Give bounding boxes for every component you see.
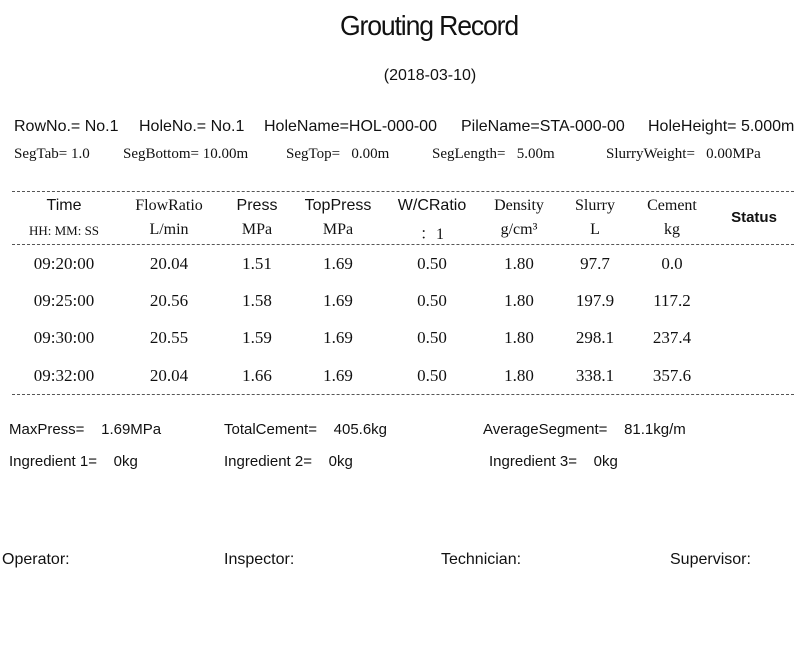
max-press: MaxPress= 1.69MPa [9,421,162,438]
average-segment: AverageSegment= 81.1kg/m [483,421,686,438]
inspector-signature-label: Inspector: [224,551,295,568]
cell-density: 1.80 [504,291,534,310]
cell-flow-ratio: 20.55 [149,328,189,347]
hole-height: HoleHeight= 5.000m [648,118,795,135]
cell-time: 09:30:00 [33,328,95,347]
cell-top-press: 1.69 [323,366,353,385]
cell-wc-ratio: 0.50 [417,328,447,347]
table-header-divider [12,244,794,245]
column-header-flow-ratio: FlowRatio [135,197,203,214]
cell-flow-ratio: 20.04 [149,254,189,273]
column-header-density: Density [494,197,544,214]
ingredient-3: Ingredient 3= 0kg [489,453,618,470]
cell-press: 1.66 [242,366,272,385]
column-unit-slurry: L [590,221,600,238]
cell-top-press: 1.69 [323,291,353,310]
cell-cement: 357.6 [652,366,692,385]
hole-number: HoleNo.= No.1 [139,118,245,135]
ingredient-2: Ingredient 2= 0kg [224,453,353,470]
column-unit-top-press: MPa [322,221,354,238]
cell-time: 09:20:00 [33,254,95,273]
column-header-press: Press [236,197,278,214]
column-unit-density: g/cm³ [500,221,538,238]
cell-density: 1.80 [504,328,534,347]
cell-wc-ratio: 0.50 [417,366,447,385]
column-unit-flow-ratio: L/min [149,221,189,238]
cell-density: 1.80 [504,254,534,273]
cell-slurry: 197.9 [575,291,615,310]
cell-press: 1.58 [242,291,272,310]
cell-cement: 237.4 [652,328,692,347]
seg-length: SegLength= 5.00m [432,146,555,162]
table-bottom-divider [12,394,794,395]
supervisor-signature-label: Supervisor: [670,551,751,568]
column-unit-press: MPa [241,221,273,238]
cell-cement: 117.2 [653,291,691,310]
seg-top: SegTop= 0.00m [286,146,390,162]
cell-time: 09:32:00 [33,366,95,385]
pile-name: PileName=STA-000-00 [461,118,625,135]
column-header-slurry: Slurry [575,197,615,214]
cell-press: 1.51 [242,254,272,273]
cell-slurry: 338.1 [575,366,615,385]
column-header-cement: Cement [647,197,697,214]
cell-cement: 0.0 [661,254,683,273]
cell-slurry: 298.1 [575,328,615,347]
column-unit-wc-ratio: ：1 [419,226,444,243]
column-header-status: Status [731,209,777,226]
cell-density: 1.80 [504,366,534,385]
ingredient-1: Ingredient 1= 0kg [9,453,138,470]
hole-name: HoleName=HOL-000-00 [264,118,437,135]
cell-flow-ratio: 20.04 [149,366,189,385]
cell-press: 1.59 [242,328,272,347]
total-cement: TotalCement= 405.6kg [224,421,388,438]
cell-flow-ratio: 20.56 [149,291,189,310]
cell-wc-ratio: 0.50 [417,291,447,310]
column-header-time: Time [46,197,82,214]
table-top-divider [12,191,794,192]
cell-top-press: 1.69 [323,328,353,347]
cell-wc-ratio: 0.50 [417,254,447,273]
technician-signature-label: Technician: [441,551,522,568]
row-number: RowNo.= No.1 [14,118,119,135]
column-unit-time: HH: MM: SS [28,223,100,238]
seg-bottom: SegBottom= 10.00m [123,146,249,162]
column-header-wc-ratio: W/CRatio [397,197,467,214]
cell-time: 09:25:00 [33,291,95,310]
cell-top-press: 1.69 [323,254,353,273]
column-header-top-press: TopPress [304,197,372,214]
operator-signature-label: Operator: [2,551,70,568]
document-title: Grouting Record [339,10,519,41]
cell-slurry: 97.7 [580,254,610,273]
column-unit-cement: kg [664,221,680,238]
seg-tab: SegTab= 1.0 [14,146,90,162]
slurry-weight: SlurryWeight= 0.00MPa [606,146,761,162]
record-date: (2018-03-10) [383,67,477,84]
